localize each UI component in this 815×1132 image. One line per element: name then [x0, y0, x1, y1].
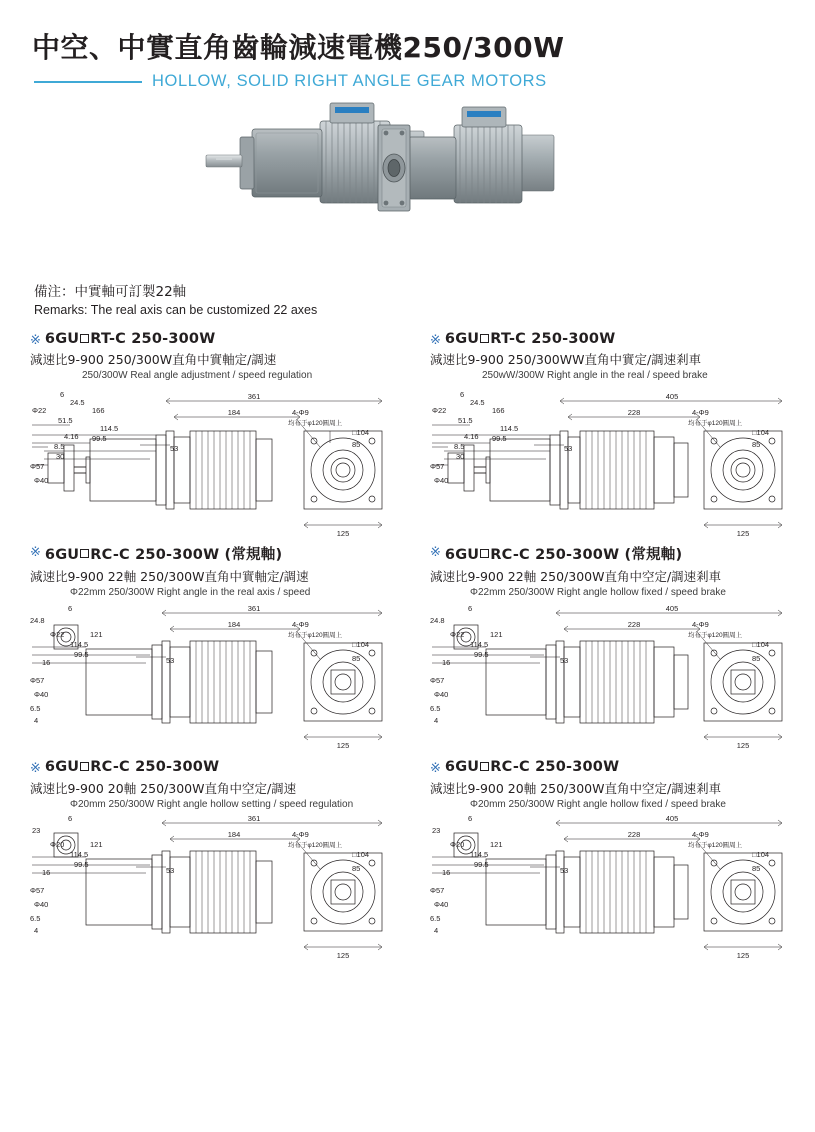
svg-text:4: 4 — [434, 716, 439, 726]
svg-text:□104: □104 — [752, 850, 770, 860]
svg-text:4.16: 4.16 — [64, 431, 79, 441]
bullet-mark-icon: ※ — [30, 332, 41, 347]
svg-text:228: 228 — [627, 407, 641, 417]
svg-text:4-Φ9: 4-Φ9 — [692, 830, 709, 840]
subtitle-row — [34, 72, 785, 91]
svg-text:6: 6 — [468, 604, 473, 614]
svg-text:Φ22: Φ22 — [450, 630, 465, 640]
svg-text:51.5: 51.5 — [58, 415, 73, 425]
svg-text:85: 85 — [752, 864, 761, 874]
svg-text:51.5: 51.5 — [458, 415, 473, 425]
accent-rule — [34, 81, 142, 83]
svg-text:114.5: 114.5 — [100, 423, 119, 433]
svg-text:4: 4 — [34, 926, 39, 936]
svg-text:405: 405 — [665, 815, 679, 824]
svg-text:Φ20: Φ20 — [450, 840, 465, 850]
page-subtitle: HOLLOW, SOLID RIGHT ANGLE GEAR MOTORS — [152, 72, 547, 90]
svg-text:4-Φ9: 4-Φ9 — [292, 830, 309, 840]
svg-text:Φ40: Φ40 — [434, 690, 449, 700]
svg-text:125: 125 — [336, 951, 350, 961]
block-4-drawing — [430, 603, 812, 755]
svg-text:125: 125 — [736, 951, 750, 961]
svg-text:99.5: 99.5 — [74, 650, 89, 660]
block-6-title: 6GU RC-C 250-300W — [444, 759, 620, 776]
block-1-title: 6GU RT-C 250-300W — [44, 331, 216, 347]
block-2-title: 6GU RT-C 250-300W — [444, 331, 616, 347]
page-header — [30, 26, 785, 91]
svg-text:30: 30 — [456, 451, 465, 461]
motor-hollow-shaft — [378, 107, 554, 211]
svg-text:166: 166 — [492, 405, 505, 415]
block-1-desc-cn: 減速比9-900 250/300W直角中實軸定/調速 — [30, 352, 277, 368]
svg-text:6: 6 — [460, 389, 465, 399]
svg-text:85: 85 — [752, 439, 761, 449]
svg-text:125: 125 — [336, 741, 350, 751]
svg-text:85: 85 — [752, 654, 761, 664]
block-2-desc-en: 250wW/300W Right angle in the real / speed brake — [482, 370, 708, 382]
svg-text:85: 85 — [352, 439, 361, 449]
svg-text:4.16: 4.16 — [464, 431, 479, 441]
spec-blocks-grid — [30, 331, 785, 967]
block-4-heading — [430, 543, 812, 564]
svg-text:16: 16 — [442, 868, 451, 878]
svg-text:Φ40: Φ40 — [34, 900, 49, 910]
svg-text:6.5: 6.5 — [430, 914, 441, 924]
svg-text:Φ20: Φ20 — [50, 840, 65, 850]
block-5-title: 6GU RC-C 250-300W — [44, 759, 220, 776]
svg-text:114.5: 114.5 — [470, 640, 489, 650]
spec-block-1 — [30, 331, 412, 539]
svg-text:125: 125 — [736, 741, 750, 751]
block-3-desc-cn: 減速比9-900 22軸 250/300W直角中實軸定/調速 — [30, 568, 309, 584]
svg-text:均布于φ120圓周上: 均布于φ120圓周上 — [288, 419, 343, 427]
svg-text:4-Φ9: 4-Φ9 — [692, 407, 709, 417]
svg-text:均布于φ120圓周上: 均布于φ120圓周上 — [688, 632, 743, 640]
placeholder-square-icon — [80, 334, 89, 343]
placeholder-square-icon — [480, 549, 489, 558]
svg-text:Φ40: Φ40 — [34, 690, 49, 700]
svg-text:125: 125 — [736, 528, 750, 538]
svg-text:166: 166 — [92, 405, 105, 415]
bullet-mark-icon: ※ — [430, 332, 441, 347]
svg-text:24.5: 24.5 — [470, 397, 485, 407]
svg-text:Φ22: Φ22 — [50, 630, 65, 640]
svg-text:228: 228 — [627, 620, 641, 630]
svg-text:Φ22: Φ22 — [32, 405, 47, 415]
svg-text:114.5: 114.5 — [500, 423, 519, 433]
svg-text:53: 53 — [166, 656, 175, 666]
svg-text:30: 30 — [56, 451, 65, 461]
svg-text:Φ57: Φ57 — [30, 886, 45, 896]
svg-text:6: 6 — [468, 815, 473, 824]
svg-text:114.5: 114.5 — [70, 640, 89, 650]
svg-text:4-Φ9: 4-Φ9 — [292, 407, 309, 417]
product-photos — [30, 99, 785, 274]
svg-text:8.5: 8.5 — [54, 441, 65, 451]
block-6-desc-en: Φ20mm 250/300W Right angle hollow fixed / speed brake — [470, 798, 726, 810]
spec-block-4 — [430, 543, 812, 756]
svg-text:228: 228 — [627, 830, 641, 840]
svg-text:4: 4 — [34, 716, 39, 726]
placeholder-square-icon — [480, 762, 489, 771]
block-3-title: 6GU RC-C 250-300W (常規軸) — [44, 546, 283, 563]
block-6-heading — [430, 759, 812, 775]
svg-text:24.5: 24.5 — [70, 397, 85, 407]
svg-text:361: 361 — [247, 604, 261, 614]
svg-text:8.5: 8.5 — [454, 441, 465, 451]
block-3-desc-en: Φ22mm 250/300W Right angle in the real axis / speed — [70, 586, 311, 598]
svg-text:184: 184 — [227, 407, 241, 417]
svg-text:4: 4 — [434, 926, 439, 936]
svg-text:114.5: 114.5 — [70, 850, 89, 860]
svg-text:99.5: 99.5 — [92, 433, 107, 443]
remark-cn: 備注：中實軸可訂製22軸 — [34, 284, 187, 300]
svg-text:6.5: 6.5 — [430, 704, 441, 714]
svg-text:114.5: 114.5 — [470, 850, 489, 860]
spec-block-3 — [30, 543, 412, 756]
block-5-desc-cn: 減速比9-900 20軸 250/300W直角中空定/調速 — [30, 780, 297, 796]
block-6-drawing — [430, 815, 812, 967]
svg-text:85: 85 — [352, 654, 361, 664]
block-1-drawing — [30, 387, 412, 539]
svg-text:23: 23 — [432, 826, 441, 836]
svg-text:16: 16 — [42, 868, 51, 878]
placeholder-square-icon — [480, 334, 489, 343]
svg-text:99.5: 99.5 — [492, 433, 507, 443]
svg-text:6: 6 — [68, 604, 73, 614]
svg-text:53: 53 — [166, 866, 175, 876]
svg-text:361: 361 — [247, 815, 261, 824]
bullet-mark-icon: ※ — [30, 543, 41, 559]
svg-text:53: 53 — [560, 656, 569, 666]
svg-text:121: 121 — [90, 840, 103, 850]
page-title: 中空、中實直角齒輪減速電機250/300W — [32, 31, 565, 64]
svg-text:99.5: 99.5 — [474, 650, 489, 660]
svg-text:均布于φ120圓周上: 均布于φ120圓周上 — [288, 842, 343, 850]
svg-text:184: 184 — [227, 830, 241, 840]
svg-text:85: 85 — [352, 864, 361, 874]
block-4-desc-cn: 減速比9-900 22軸 250/300W直角中空定/調速剎車 — [430, 568, 722, 584]
svg-text:6: 6 — [60, 389, 65, 399]
svg-text:6: 6 — [68, 815, 73, 824]
svg-text:Φ40: Φ40 — [34, 475, 49, 485]
svg-text:Φ22: Φ22 — [432, 405, 447, 415]
svg-text:121: 121 — [90, 630, 103, 640]
svg-text:Φ40: Φ40 — [434, 475, 449, 485]
svg-text:Φ57: Φ57 — [430, 886, 445, 896]
spec-block-5 — [30, 759, 412, 967]
block-1-desc-en: 250/300W Real angle adjustment / speed regulation — [82, 370, 313, 382]
svg-text:405: 405 — [665, 604, 679, 614]
svg-text:□104: □104 — [752, 640, 770, 650]
block-2-drawing — [430, 387, 812, 539]
svg-text:125: 125 — [336, 528, 350, 538]
block-2-desc-cn: 減速比9-900 250/300WW直角中實定/調速剎車 — [430, 352, 702, 368]
remarks — [34, 280, 785, 317]
svg-text:均布于φ120圓周上: 均布于φ120圓周上 — [288, 632, 343, 640]
svg-text:4-Φ9: 4-Φ9 — [292, 620, 309, 630]
svg-text:6.5: 6.5 — [30, 914, 41, 924]
svg-text:121: 121 — [490, 630, 503, 640]
bullet-mark-icon: ※ — [430, 543, 441, 559]
svg-text:24.8: 24.8 — [30, 616, 45, 626]
bullet-mark-icon: ※ — [30, 760, 41, 776]
block-4-desc-en: Φ22mm 250/300W Right angle hollow fixed / speed brake — [470, 586, 726, 598]
svg-text:16: 16 — [442, 658, 451, 668]
placeholder-square-icon — [80, 549, 89, 558]
svg-text:53: 53 — [170, 443, 179, 453]
block-1-heading — [30, 331, 412, 347]
svg-text:99.5: 99.5 — [74, 860, 89, 870]
svg-text:均布于φ120圓周上: 均布于φ120圓周上 — [688, 419, 743, 427]
svg-text:□104: □104 — [352, 850, 370, 860]
svg-text:6.5: 6.5 — [30, 704, 41, 714]
svg-text:Φ57: Φ57 — [430, 676, 445, 686]
block-3-drawing — [30, 603, 412, 755]
block-2-heading — [430, 331, 812, 347]
remark-en: Remarks: The real axis can be customized 22 axes — [34, 303, 318, 317]
spec-block-2 — [430, 331, 812, 539]
spec-block-6 — [430, 759, 812, 967]
svg-text:Φ57: Φ57 — [30, 461, 45, 471]
svg-text:53: 53 — [564, 443, 573, 453]
svg-text:□104: □104 — [352, 427, 370, 437]
block-3-heading — [30, 543, 412, 564]
svg-text:Φ57: Φ57 — [30, 676, 45, 686]
motor-photo-svg — [30, 99, 785, 274]
block-4-title: 6GU RC-C 250-300W (常規軸) — [444, 546, 683, 563]
svg-text:121: 121 — [490, 840, 503, 850]
svg-text:184: 184 — [227, 620, 241, 630]
svg-text:Φ57: Φ57 — [430, 461, 445, 471]
block-5-desc-en: Φ20mm 250/300W Right angle hollow setting / speed regulation — [70, 798, 354, 810]
svg-text:99.5: 99.5 — [474, 860, 489, 870]
svg-text:23: 23 — [32, 826, 41, 836]
svg-text:361: 361 — [247, 391, 261, 401]
svg-text:Φ40: Φ40 — [434, 900, 449, 910]
svg-text:4-Φ9: 4-Φ9 — [692, 620, 709, 630]
svg-text:均布于φ120圓周上: 均布于φ120圓周上 — [688, 842, 743, 850]
svg-text:24.8: 24.8 — [430, 616, 445, 626]
svg-text:□104: □104 — [752, 427, 770, 437]
svg-text:405: 405 — [665, 391, 679, 401]
block-6-desc-cn: 減速比9-900 20軸 250/300W直角中空定/調速剎車 — [430, 780, 722, 796]
bullet-mark-icon: ※ — [430, 760, 441, 776]
svg-text:□104: □104 — [352, 640, 370, 650]
block-5-heading — [30, 759, 412, 775]
block-5-drawing — [30, 815, 412, 967]
placeholder-square-icon — [80, 762, 89, 771]
svg-text:16: 16 — [42, 658, 51, 668]
svg-text:53: 53 — [560, 866, 569, 876]
